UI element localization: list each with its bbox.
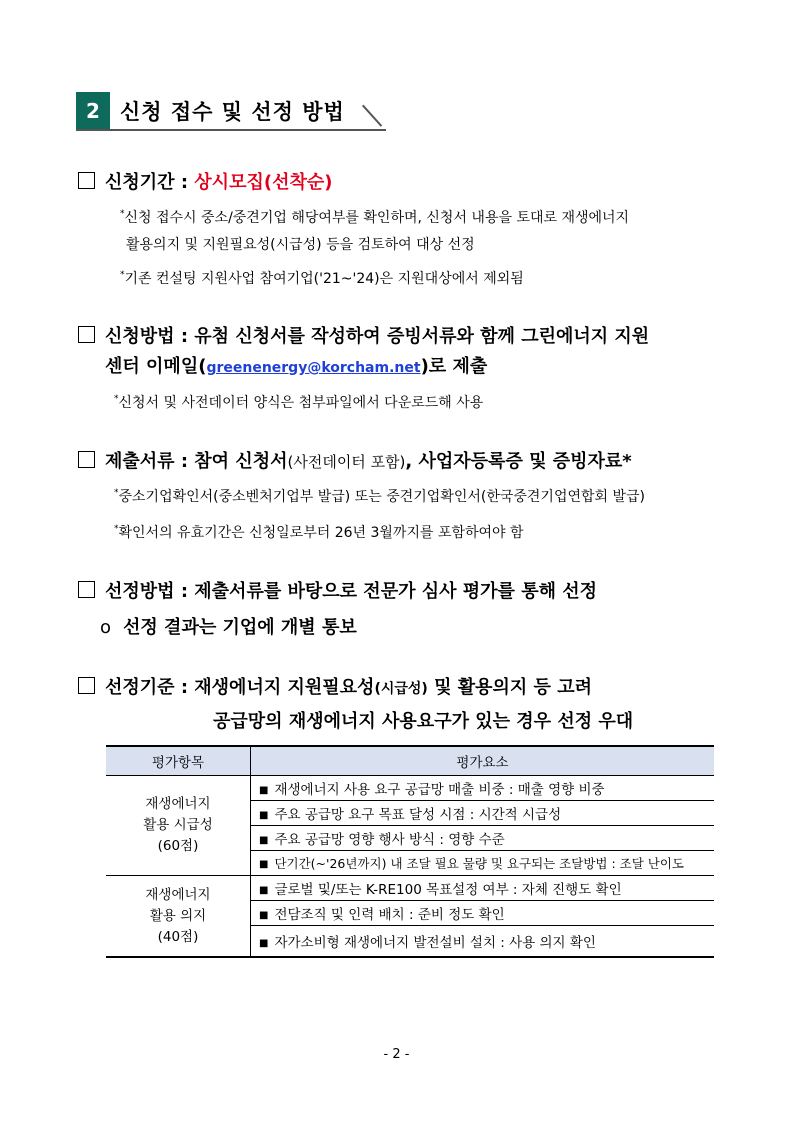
criteria-heading-cont: 공급망의 재생에너지 사용요구가 있는 경우 선정 우대 [213,711,634,732]
circle-bullet-icon: o [100,617,112,638]
checkbox-square-icon [78,451,95,468]
docs-note-1: *중소기업확인서(중소벤처기업부 발급) 또는 중견기업확인서(한국중견기업연합회 발급) [114,488,646,505]
square-bullet-icon: ■ [259,859,269,870]
square-bullet-icon: ■ [259,938,269,949]
square-bullet-icon: ■ [259,785,269,796]
table-item: ■ 재생에너지 사용 요구 공급망 매출 비중 : 매출 영향 비중 [251,776,715,801]
table-header-category: 평가항목 [106,746,251,776]
method-heading-cont: 센터 이메일(greenenergy@korcham.net)로 제출 [105,356,488,377]
table-item: ■ 글로벌 및/또는 K-RE100 목표설정 여부 : 자체 진행도 확인 [251,876,715,901]
criteria-heading: 선정기준 : 재생에너지 지원필요성(시급성) 및 활용의지 등 고려 [78,673,592,699]
section-number: 2 [76,92,110,130]
checkbox-square-icon [78,326,95,343]
period-label: 신청기간 : [105,172,195,193]
method-heading: 신청방법 : 유첨 신청서를 작성하여 증빙서류와 함께 그린에너지 지원 [78,322,649,348]
selection-heading: 선정방법 : 제출서류를 바탕으로 전문가 심사 평가를 통해 선정 [78,577,597,603]
page-number: - 2 - [383,1047,410,1062]
docs-note-2: *확인서의 유효기간은 신청일로부터 26년 3월까지를 포함하여야 함 [114,524,524,541]
square-bullet-icon: ■ [259,910,269,921]
period-value: 상시모집(선착순) [194,172,333,193]
table-header-row [106,746,714,776]
table-category-urgency: 재생에너지 활용 시급성 (60점) [106,776,251,876]
table-row [106,876,714,901]
section-underline [76,129,386,131]
checkbox-square-icon [78,581,95,598]
period-note-1-cont: 활용의지 및 지원필요성(시급성) 등을 검토하여 대상 선정 [126,237,475,253]
table-item: ■ 자가소비형 재생에너지 발전설비 설치 : 사용 의지 확인 [251,926,715,958]
period-note-2: *기존 컨설팅 지원사업 참여기업('21~'24)은 지원대상에서 제외됨 [120,270,524,287]
square-bullet-icon: ■ [259,810,269,821]
method-note: *신청서 및 사전데이터 양식은 첨부파일에서 다운로드해 사용 [114,394,484,411]
square-bullet-icon: ■ [259,835,269,846]
email-link[interactable]: greenenergy@korcham.net [206,360,421,376]
table-item: ■ 주요 공급망 영향 행사 방식 : 영향 수준 [251,826,715,851]
section-underline-tail [362,105,382,127]
table-item: ■ 전담조직 및 인력 배치 : 준비 정도 확인 [251,901,715,926]
table-item: ■ 단기간(~'26년까지) 내 조달 필요 물량 및 요구되는 조달방법 : 조달 난이도 [251,851,715,876]
table-item: ■ 주요 공급망 요구 목표 달성 시점 : 시간적 시급성 [251,801,715,826]
criteria-table [106,745,714,958]
square-bullet-icon: ■ [259,885,269,896]
table-row [106,776,714,801]
selection-sub: o 선정 결과는 기업에 개별 통보 [100,617,357,638]
table-header-elements: 평가요소 [251,746,715,776]
table-category-will: 재생에너지 활용 의지 (40점) [106,876,251,958]
period-heading [78,168,332,194]
checkbox-square-icon [78,172,95,189]
checkbox-square-icon [78,677,95,694]
docs-heading: 제출서류 : 참여 신청서(사전데이터 포함), 사업자등록증 및 증빙자료* [78,447,632,473]
section-title: 신청 접수 및 선정 방법 [120,100,345,124]
period-note-1: *신청 접수시 중소/중견기업 해당여부를 확인하며, 신청서 내용을 토대로 재생에너지 [120,209,630,226]
